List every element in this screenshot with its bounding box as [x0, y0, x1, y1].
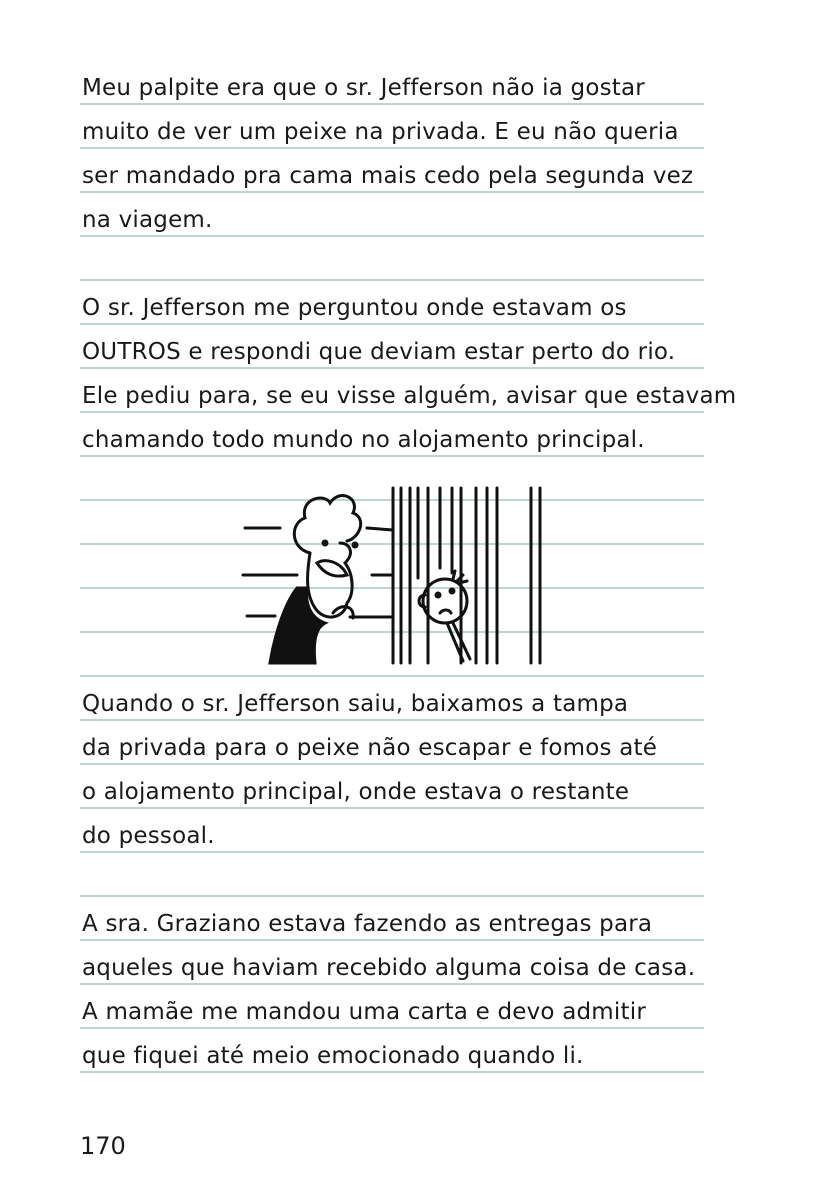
text-line: Ele pediu para, se eu visse alguém, avisar que estavam — [82, 383, 737, 409]
text-line: o alojamento principal, onde estava o restante — [82, 779, 630, 805]
text-line: A sra. Graziano estava fazendo as entregas para — [82, 911, 653, 937]
teacher-body — [270, 588, 325, 663]
text-line: Quando o sr. Jefferson saiu, baixamos a tampa — [82, 691, 629, 717]
text-line: O sr. Jefferson me perguntou onde estavam os — [82, 295, 627, 321]
text-line: chamando todo mundo no alojamento principal. — [82, 427, 645, 453]
text-line: na viagem. — [82, 207, 213, 233]
page-number: 170 — [80, 1132, 126, 1160]
text-line: OUTROS e respondi que deviam estar perto do rio. — [82, 339, 676, 365]
text-line: aqueles que haviam recebido alguma coisa de casa. — [82, 955, 696, 981]
illustration-teacher-and-greg — [235, 483, 545, 668]
text-line: do pessoal. — [82, 823, 215, 849]
curtain-bars — [393, 488, 540, 663]
ruled-line — [80, 279, 704, 281]
text-line: ser mandado pra cama mais cedo pela segunda vez — [82, 163, 694, 189]
text-line: que fiquei até meio emocionado quando li. — [82, 1043, 584, 1069]
text-line: Meu palpite era que o sr. Jefferson não ia gostar — [82, 75, 645, 101]
text-line: A mamãe me mandou uma carta e devo admitir — [82, 999, 646, 1025]
ruled-line — [80, 895, 704, 897]
ruled-line — [80, 675, 704, 677]
text-line: muito de ver um peixe na privada. E eu não queria — [82, 119, 679, 145]
door-frame-lines — [243, 528, 393, 617]
text-line: da privada para o peixe não escapar e fomos até — [82, 735, 658, 761]
